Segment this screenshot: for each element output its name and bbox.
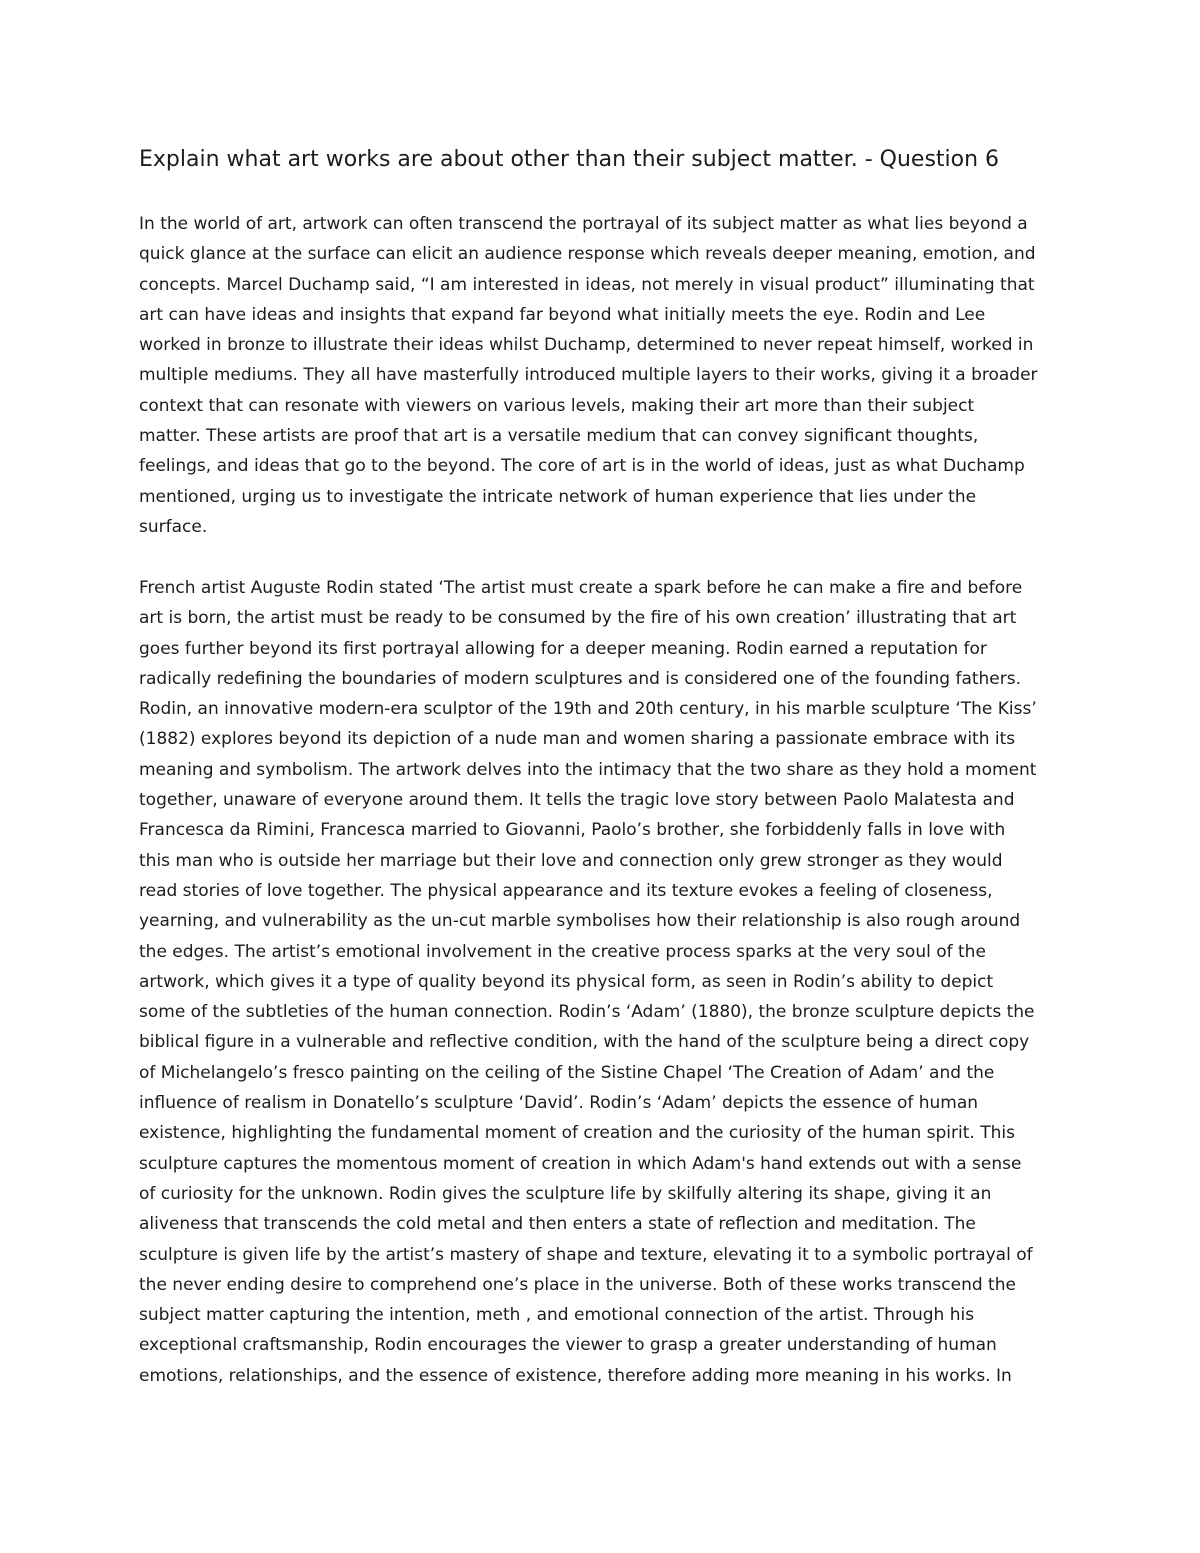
text-line: Francesca da Rimini, Francesca married to Giovanni, Paolo’s brother, she forbiddenly falls in love with [139, 820, 1006, 841]
text-line: feelings, and ideas that go to the beyond. The core of art is in the world of ideas, just as what Duchamp [139, 456, 1025, 477]
text-line: aliveness that transcends the cold metal and then enters a state of reflection and meditation. The [139, 1214, 976, 1235]
text-line: meaning and symbolism. The artwork delves into the intimacy that the two share as they hold a moment [139, 759, 1037, 780]
text-line: multiple mediums. They all have masterfully introduced multiple layers to their works, giving it a broader [139, 365, 1038, 386]
text-line: together, unaware of everyone around them. It tells the tragic love story between Paolo Malatesta and [139, 790, 1015, 811]
text-line: emotions, relationships, and the essence of existence, therefore adding more meaning in his works. In [139, 1365, 1012, 1386]
text-line: sculpture captures the momentous moment of creation in which Adam's hand extends out with a sense [139, 1153, 1022, 1174]
paragraph-1 [139, 209, 1038, 542]
text-line: mentioned, urging us to investigate the intricate network of human experience that lies under the [139, 486, 977, 507]
text-line: quick glance at the surface can elicit an audience response which reveals deeper meaning, emotion, and [139, 244, 1036, 265]
text-line: concepts. Marcel Duchamp said, “I am interested in ideas, not merely in visual product” illuminating that [139, 274, 1035, 295]
text-line: matter. These artists are proof that art is a versatile medium that can convey significant thoughts, [139, 426, 979, 447]
text-line: radically redefining the boundaries of modern sculptures and is considered one of the founding fathers. [139, 668, 1022, 689]
text-line: worked in bronze to illustrate their ideas whilst Duchamp, determined to never repeat himself, worked in [139, 335, 1034, 356]
text-line: of Michelangelo’s fresco painting on the ceiling of the Sistine Chapel ‘The Creation of Adam’ and the [139, 1062, 995, 1083]
text-line: French artist Auguste Rodin stated ‘The artist must create a spark before he can make a fire and before [139, 578, 1023, 598]
text-line: sculpture is given life by the artist’s mastery of shape and texture, elevating it to a symbolic portrayal of [139, 1244, 1033, 1265]
text-line: subject matter capturing the intention, meth , and emotional connection of the artist. Through his [139, 1305, 975, 1326]
text-line: In the world of art, artwork can often transcend the portrayal of its subject matter as what lies beyond a [139, 214, 1028, 234]
text-line: some of the subtleties of the human connection. Rodin’s ‘Adam’ (1880), the bronze sculpture depicts the [139, 1002, 1035, 1023]
text-line: this man who is outside her marriage but their love and connection only grew stronger as they would [139, 850, 1003, 871]
text-line: influence of realism in Donatello’s sculpture ‘David’. Rodin’s ‘Adam’ depicts the essence of human [139, 1093, 979, 1114]
text-line: read stories of love together. The physical appearance and its texture evokes a feeling of closeness, [139, 880, 993, 901]
text-line: yearning, and vulnerability as the un-cut marble symbolises how their relationship is also rough around [139, 911, 1021, 932]
paragraph-2 [139, 573, 1037, 1391]
document-title: Explain what art works are about other than their subject matter. - Question 6 [139, 147, 1000, 172]
text-line: of curiosity for the unknown. Rodin gives the sculpture life by skilfully altering its shape, giving it an [139, 1183, 992, 1204]
text-line: art is born, the artist must be ready to be consumed by the fire of his own creation’ illustrating that art [139, 608, 1017, 629]
text-line: artwork, which gives it a type of quality beyond its physical form, as seen in Rodin’s ability to depict [139, 971, 994, 992]
text-line: existence, highlighting the fundamental moment of creation and the curiosity of the human spirit. This [139, 1123, 1015, 1144]
text-line: goes further beyond its first portrayal allowing for a deeper meaning. Rodin earned a reputation for [139, 638, 987, 659]
text-line: the edges. The artist’s emotional involvement in the creative process sparks at the very soul of the [139, 941, 986, 962]
text-line: (1882) explores beyond its depiction of a nude man and women sharing a passionate embrace with its [139, 729, 1016, 750]
text-line: exceptional craftsmanship, Rodin encourages the viewer to grasp a greater understanding of human [139, 1335, 997, 1356]
text-line: the never ending desire to comprehend one’s place in the universe. Both of these works transcend the [139, 1274, 1016, 1295]
text-line: context that can resonate with viewers on various levels, making their art more than their subject [139, 395, 975, 416]
text-line: Rodin, an innovative modern-era sculptor of the 19th and 20th century, in his marble sculpture ‘The Kiss’ [139, 699, 1037, 720]
text-line: art can have ideas and insights that expand far beyond what initially meets the eye. Rodin and Lee [139, 304, 986, 325]
text-line: surface. [139, 516, 208, 537]
text-line: biblical figure in a vulnerable and reflective condition, with the hand of the sculpture being a direct copy [139, 1032, 1030, 1053]
